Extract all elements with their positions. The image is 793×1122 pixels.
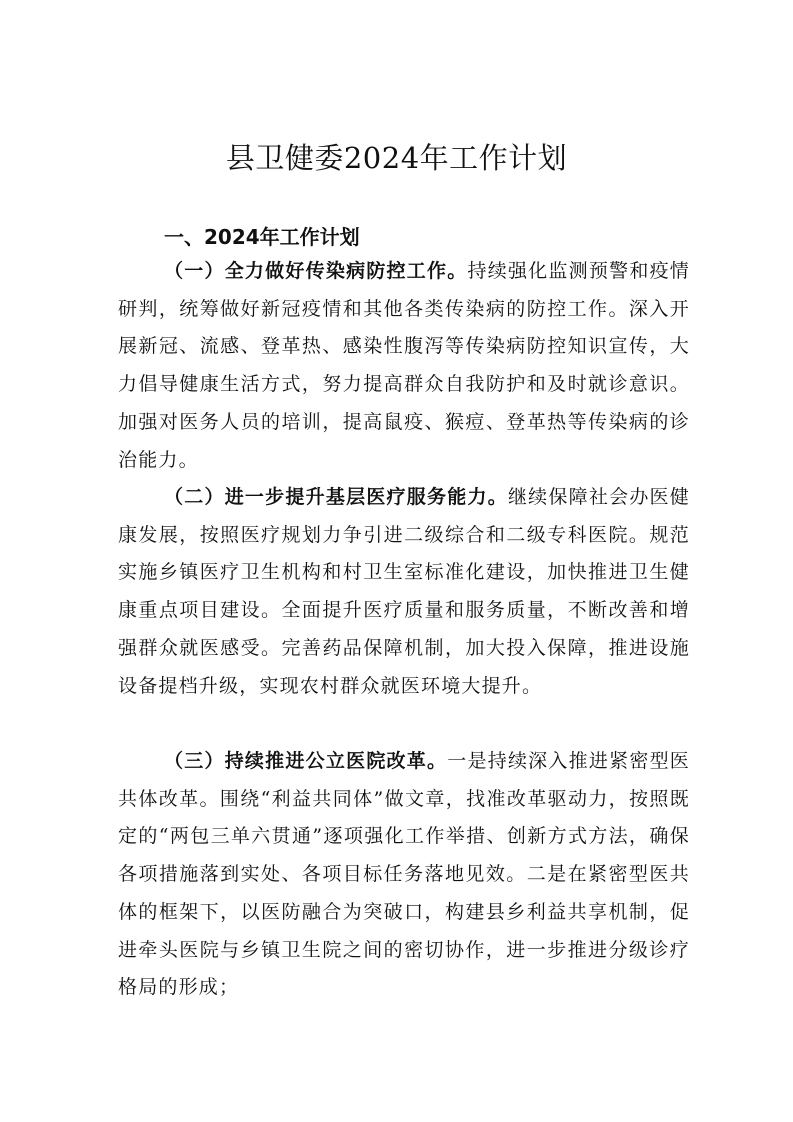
paragraph-text: 持续强化监测预警和疫情研判，统筹做好新冠疫情和其他各类传染病的防控工作。深入开展新冠、流感、登革热、感染性腹泻等传染病防控知识宣传，大力倡导健康生活方式，努力提高群众自我防护和及时就诊意识。加强对医务人员的培训，提高鼠疫、猴痘、登革热等传染病的诊治能力。 <box>118 260 690 471</box>
paragraph-lead: （一）全力做好传染病防控工作。 <box>164 260 468 282</box>
paragraph-infectious-disease <box>118 253 690 479</box>
paragraph-hospital-reform <box>118 743 690 1007</box>
paragraph-lead: （三）持续推进公立医院改革。 <box>164 750 448 772</box>
paragraph-text: 继续保障社会办医健康发展，按照医疗规划力争引进二级综合和二级专科医院。规范实施乡镇医疗卫生机构和村卫生室标准化建设，加快推进卫生健康重点项目建设。全面提升医疗质量和服务质量，不断改善和增强群众就医感受。完善药品保障机制，加大投入保障，推进设施设备提档升级，实现农村群众就医环境大提升。 <box>118 486 690 697</box>
document-title: 县卫健委2024年工作计划 <box>225 141 568 175</box>
paragraph-lead: （二）进一步提升基层医疗服务能力。 <box>164 486 508 508</box>
section-heading: 一、2024年工作计划 <box>164 225 360 249</box>
paragraph-primary-care <box>118 479 690 705</box>
paragraph-text: 一是持续深入推进紧密型医共体改革。围绕“利益共同体”做文章，找准改革驱动力，按照既定的“两包三单六贯通”逐项强化工作举措、创新方式方法，确保各项措施落到实处、各项目标任务落地见效。二是在紧密型医共体的框架下，以医防融合为突破口，构建县乡利益共享机制，促进牵头医院与乡镇卫生院之间的密切协作，进一步推进分级诊疗格局的形成； <box>118 750 690 999</box>
